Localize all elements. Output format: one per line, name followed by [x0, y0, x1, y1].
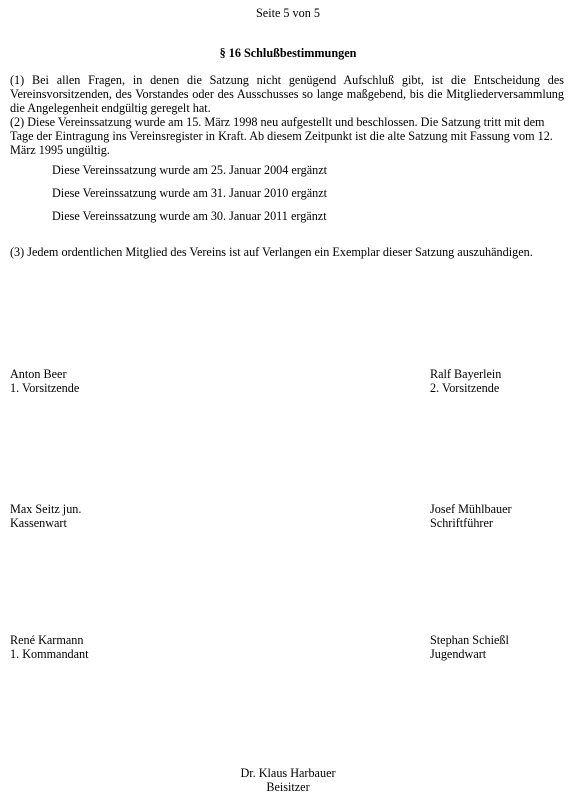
signatory-role: 2. Vorsitzende	[430, 381, 500, 395]
signature-block	[430, 633, 509, 661]
signature-block	[10, 502, 81, 530]
signatory-name: Max Seitz jun.	[10, 502, 82, 516]
signature-block	[10, 367, 79, 395]
paragraph-1: (1) Bei allen Fragen, in denen die Satzung nicht genügend Aufschluß gibt, ist die Entscheidung des Vereinsvorsitzenden, des Vorstandes oder des Ausschusses so lange maßgebend, bis die Mitgliederversammlung die Angelegenheit endgültig geregelt hat.	[10, 73, 564, 115]
signatory-name: Stephan Schießl	[430, 633, 509, 647]
signatory-role: Beisitzer	[266, 780, 310, 794]
signatory-name: Ralf Bayerlein	[430, 367, 502, 381]
signature-block	[0, 766, 576, 794]
signatory-role: 1. Vorsitzende	[10, 381, 80, 395]
signature-block	[430, 367, 501, 395]
signatory-role: 1. Kommandant	[10, 647, 89, 661]
signatory-role: Jugendwart	[430, 647, 487, 661]
paragraph-2: (2) Diese Vereinssatzung wurde am 15. März 1998 neu aufgestellt und beschlossen. Die Satzung tritt mit dem Tage der Eintragung ins Vereinsregister in Kraft. Ab diesem Zeitpunkt ist die alte Satzung mit Fassung vom 12. März 1995 ungültig.	[10, 115, 553, 157]
amendment-note: Diese Vereinssatzung wurde am 31. Januar 2010 ergänzt	[52, 186, 328, 200]
signatory-name: Josef Mühlbauer	[430, 502, 512, 516]
signature-block	[430, 502, 512, 530]
signatory-name: Anton Beer	[10, 367, 67, 381]
signatory-role: Kassenwart	[10, 516, 67, 530]
signature-block	[10, 633, 89, 661]
signatory-role: Schriftführer	[430, 516, 493, 530]
amendment-note: Diese Vereinssatzung wurde am 30. Januar 2011 ergänzt	[52, 209, 327, 223]
page-number: Seite 5 von 5	[256, 6, 320, 20]
paragraph-3: (3) Jedem ordentlichen Mitglied des Vereins ist auf Verlangen ein Exemplar dieser Satzung auszuhändigen.	[10, 245, 533, 259]
signatory-name: René Karmann	[10, 633, 84, 647]
amendment-note: Diese Vereinssatzung wurde am 25. Januar 2004 ergänzt	[52, 163, 328, 177]
signatory-name: Dr. Klaus Harbauer	[240, 766, 336, 780]
section-title: § 16 Schlußbestimmungen	[219, 46, 357, 60]
